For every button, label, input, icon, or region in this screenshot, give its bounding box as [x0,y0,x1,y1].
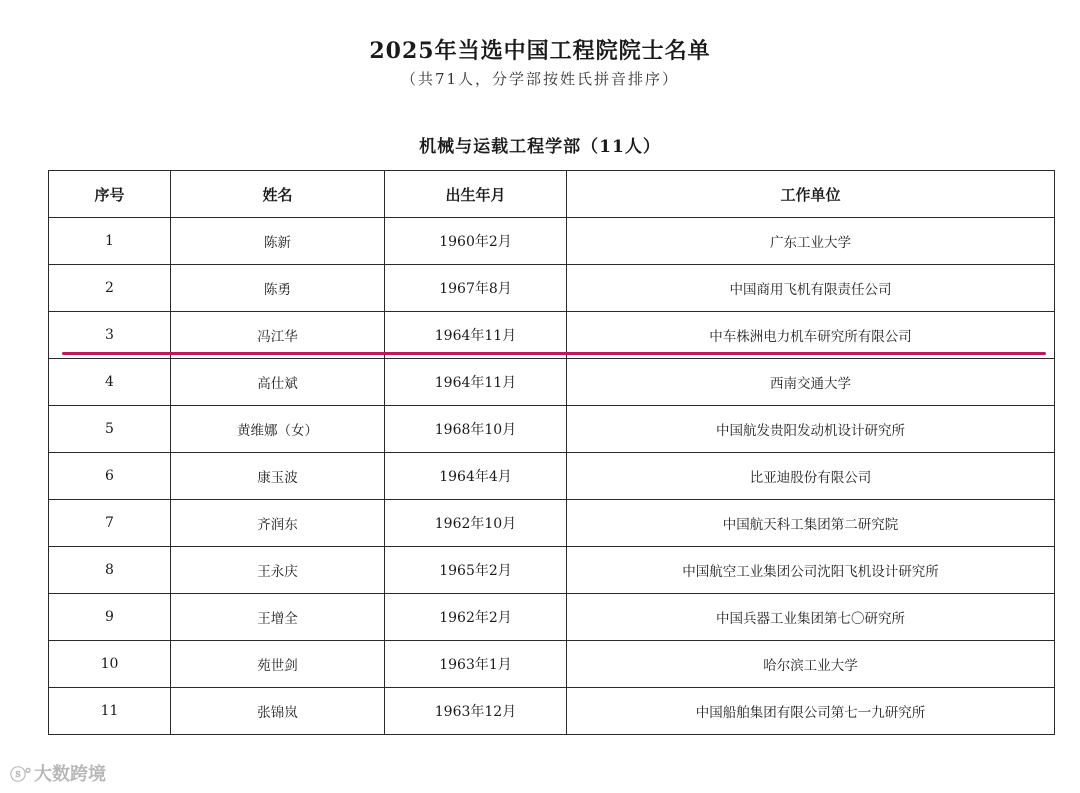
cell-organization: 西南交通大学 [567,359,1055,406]
table-row [49,688,1055,735]
cell-name: 王永庆 [171,547,385,594]
cell-birth: 1963年1月 [385,641,567,688]
cell-birth: 1965年2月 [385,547,567,594]
weibo-logo-icon: ⓢ° [10,764,31,784]
cell-number: 5 [49,406,171,453]
header-number: 序号 [49,171,171,218]
table-row [49,265,1055,312]
watermark [10,760,106,786]
cell-number: 9 [49,594,171,641]
cell-number: 10 [49,641,171,688]
cell-name: 高仕斌 [171,359,385,406]
cell-birth: 1963年12月 [385,688,567,735]
cell-name: 陈新 [171,218,385,265]
cell-number: 3 [49,312,171,359]
cell-name: 苑世剑 [171,641,385,688]
table-body [49,218,1055,735]
cell-birth: 1964年4月 [385,453,567,500]
cell-name: 齐润东 [171,500,385,547]
cell-name: 康玉波 [171,453,385,500]
highlight-underline [62,352,1046,355]
cell-name: 张锦岚 [171,688,385,735]
cell-organization: 中国兵器工业集团第七〇研究所 [567,594,1055,641]
cell-organization: 中国航空工业集团公司沈阳飞机设计研究所 [567,547,1055,594]
table-row [49,641,1055,688]
cell-organization: 哈尔滨工业大学 [567,641,1055,688]
cell-name: 黄维娜（女） [171,406,385,453]
table-row [49,359,1055,406]
watermark-text: 大数跨境 [34,764,107,785]
cell-organization: 中国航发贵阳发动机设计研究所 [567,406,1055,453]
table-row [49,547,1055,594]
document-subtitle: （共71人，分学部按姓氏拼音排序） [400,70,680,88]
cell-name: 王增全 [171,594,385,641]
cell-organization: 比亚迪股份有限公司 [567,453,1055,500]
cell-number: 8 [49,547,171,594]
table-row [49,218,1055,265]
cell-birth: 1964年11月 [385,359,567,406]
cell-name: 陈勇 [171,265,385,312]
table-row [49,453,1055,500]
document-title: 2025年当选中国工程院院士名单 [369,38,711,64]
header-organization: 工作单位 [567,171,1055,218]
table-row [49,406,1055,453]
cell-organization: 广东工业大学 [567,218,1055,265]
cell-organization: 中国船舶集团有限公司第七一九研究所 [567,688,1055,735]
cell-organization: 中国商用飞机有限责任公司 [567,265,1055,312]
cell-number: 1 [49,218,171,265]
table-row [49,594,1055,641]
cell-birth: 1960年2月 [385,218,567,265]
cell-birth: 1962年10月 [385,500,567,547]
cell-birth: 1968年10月 [385,406,567,453]
cell-name: 冯江华 [171,312,385,359]
cell-number: 6 [49,453,171,500]
cell-number: 11 [49,688,171,735]
section-title: 机械与运载工程学部（11人） [419,137,661,157]
academician-table [48,170,1055,735]
cell-organization: 中车株洲电力机车研究所有限公司 [567,312,1055,359]
header-name: 姓名 [171,171,385,218]
cell-birth: 1967年8月 [385,265,567,312]
table-row [49,500,1055,547]
cell-birth: 1964年11月 [385,312,567,359]
cell-number: 2 [49,265,171,312]
cell-number: 4 [49,359,171,406]
cell-organization: 中国航天科工集团第二研究院 [567,500,1055,547]
header-birth: 出生年月 [385,171,567,218]
cell-birth: 1962年2月 [385,594,567,641]
table-header-row [49,171,1055,218]
cell-number: 7 [49,500,171,547]
